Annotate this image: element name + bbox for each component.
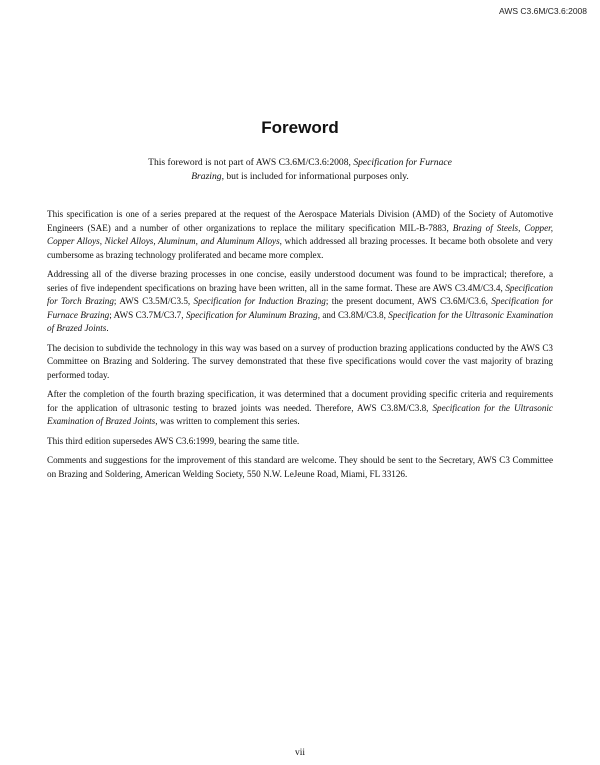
text-run: ; AWS C3.5M/C3.5, bbox=[113, 296, 194, 306]
note-italic: Specification for Furnace Brazing bbox=[191, 157, 452, 182]
paragraph-4 bbox=[47, 388, 553, 429]
text-run: This specification is one of a series prepared at the request of the Aerospace Materials Division (AMD) of the Society of Automotive Engineers (SAE) and a number of other organizations to replace the military specification MIL-B-7883, bbox=[47, 209, 553, 233]
text-run: , and C3.8M/C3.8, bbox=[317, 309, 389, 320]
text-run: ; AWS C3.7M/C3.7, bbox=[109, 309, 186, 320]
italic-title: Specification for Induction Brazing bbox=[193, 296, 326, 306]
italic-title: Brazing of Steels, Copper, Copper Alloys, Nickel Alloys, Aluminum, and Aluminum Alloys bbox=[47, 222, 553, 246]
note-text: This foreword is not part of AWS C3.6M/C3.6:2008, bbox=[148, 157, 354, 168]
page-number: vii bbox=[294, 748, 306, 758]
text-run: . bbox=[106, 323, 109, 333]
text-run: , which addressed all brazing processes. It became both obsolete and very cumbersome as brazing technology proliferated and became more complex. bbox=[47, 236, 553, 260]
italic-title: Specification for Torch Brazing bbox=[47, 282, 553, 306]
italic-title: Specification for Aluminum Brazing bbox=[185, 309, 318, 320]
paragraph-2 bbox=[47, 268, 553, 336]
body-text bbox=[47, 208, 553, 487]
running-header: AWS C3.6M/C3.6:2008 bbox=[498, 6, 587, 16]
text-run: ; the present document, AWS C3.6M/C3.6, bbox=[325, 296, 492, 306]
paragraph-3: The decision to subdivide the technology in this way was based on a survey of production brazing applications conducted by the AWS C3 Committee on Brazing and Soldering. The survey demonstrated that these five specifications would cover the vast majority of brazing performed today. bbox=[47, 342, 553, 380]
italic-title: Specification for the Ultrasonic Examination of Brazed Joints bbox=[47, 309, 554, 333]
text-run: , was written to complement this series. bbox=[155, 416, 300, 426]
text-run: After the completion of the fourth brazing specification, it was determined that a document providing specific criteria and requirements for the application of ultrasonic testing to brazed joints was needed. Therefore, AWS C3.8M/C3.8, bbox=[47, 389, 553, 413]
note-text: , but is included for informational purposes only. bbox=[221, 171, 409, 182]
text-run: Addressing all of the diverse brazing processes in one concise, easily understood document was found to be impractical; therefore, a series of five independent specifications on brazing have been written, all in the same format. These are AWS C3.4M/C3.4, bbox=[47, 269, 553, 293]
italic-title: Specification for Furnace Brazing bbox=[47, 296, 553, 320]
foreword-note bbox=[135, 156, 465, 184]
page-title: Foreword bbox=[261, 118, 339, 137]
italic-title: Specification for the Ultrasonic Examination of Brazed Joints bbox=[47, 402, 553, 426]
paragraph-6: Comments and suggestions for the improvement of this standard are welcome. They should be sent to the Secretary, AWS C3 Committee on Brazing and Soldering, American Welding Society, 550 N.W. LeJeune Road, Miami, FL 33126. bbox=[47, 455, 553, 479]
paragraph-1 bbox=[47, 208, 553, 262]
paragraph-5: This third edition supersedes AWS C3.6:1999, bearing the same title. bbox=[47, 435, 300, 446]
